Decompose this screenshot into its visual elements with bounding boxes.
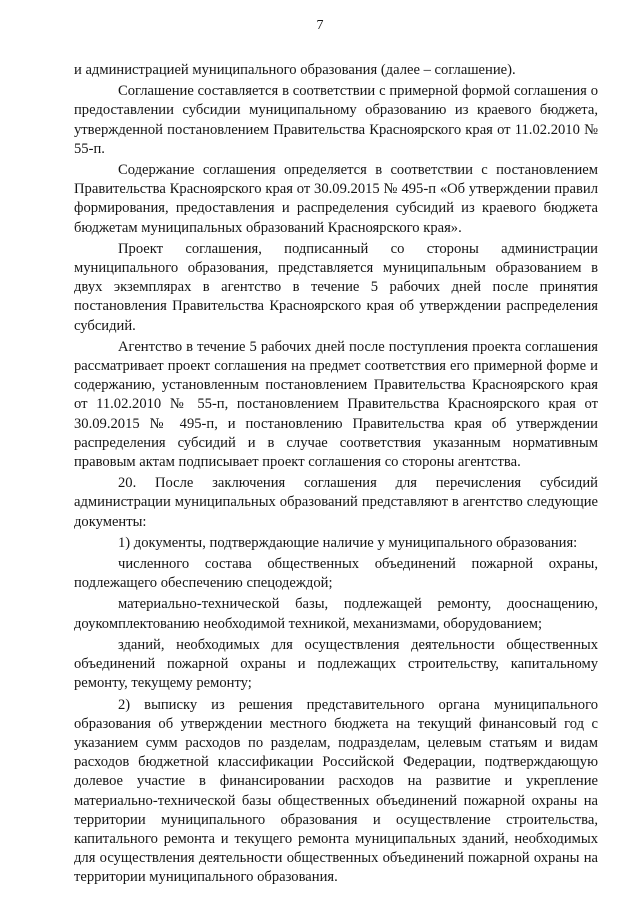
page-number: 7 [316, 18, 324, 33]
paragraph-clause-20: 20. После заключения соглашения для перечисления субсидий администрации муниципальных образований представляют в агентство следующие документы: [74, 475, 598, 530]
paragraph-agreement-content: Содержание соглашения определяется в соответствии с постановлением Правительства Красноярского края от 30.09.2015 № 495-п «Об утверждении правил формирования, предоставления и распределения субсидий из краевого бюджета бюджетам муниципальных образований Красноярского края». [74, 162, 598, 236]
list-item-budget-extract: 2) выписку из решения представительного органа муниципального образования об утверждении местного бюджета на текущий финансовый год с указанием сумм расходов по разделам, подразделам, целевым статьям и видам расходов бюджетной классификации Российской Федерации, подтверждающую долевое участие в финансировании расходов на развитие и укрепление материально-технической базы общественных объединений пожарной охраны на территории муниципального образования и осуществление строительства, капитального ремонта и текущего ремонта муниципальных зданий, необходимых для осуществления деятельности общественных объединений пожарной охраны на территории муниципального образования. [74, 696, 598, 886]
list-item-documents: 1) документы, подтверждающие наличие у муниципального образования: [118, 534, 578, 551]
list-subitem-staff: численного состава общественных объединений пожарной охраны, подлежащего обеспечению спецодеждой; [74, 556, 598, 592]
list-subitem-buildings: зданий, необходимых для осуществления деятельности общественных объединений пожарной охраны и подлежащих строительству, капитальному ремонту, текущему ремонту; [74, 636, 598, 692]
document-body [74, 61, 598, 890]
paragraph-draft-agreement: Проект соглашения, подписанный со стороны администрации муниципального образования, представляется муниципальным образованием в двух экземплярах в агентство в течение 5 рабочих дней после принятия постановления Правительства Красноярского края об утверждении распределения субсидий. [74, 240, 598, 334]
list-subitem-material-base: материально-технической базы, подлежащей ремонту, дооснащению, доукомплектованию необходимой техникой, механизмами, оборудованием; [74, 596, 598, 632]
paragraph-agreement-form: Соглашение составляется в соответствии с примерной формой соглашения о предоставлении субсидии муниципальному образованию из краевого бюджета, утвержденной постановлением Правительства Красноярского края от 11.02.2010 № 55-п. [74, 83, 598, 157]
paragraph-agency-review: Агентство в течение 5 рабочих дней после поступления проекта соглашения рассматривает проект соглашения на предмет соответствия его примерной форме и содержанию, установленным постановлением Правительства Красноярского края от 11.02.2010 № 55-п, постановлением Правительства Красноярского края от 30.09.2015 № 495-п, и постановлению Правительства края об утверждении распределения субсидий и в случае соответствия указанным нормативным правовым актам подписывает проект соглашения со стороны агентства. [74, 338, 598, 471]
paragraph-continuation: и администрацией муниципального образования (далее – соглашение). [74, 62, 516, 78]
